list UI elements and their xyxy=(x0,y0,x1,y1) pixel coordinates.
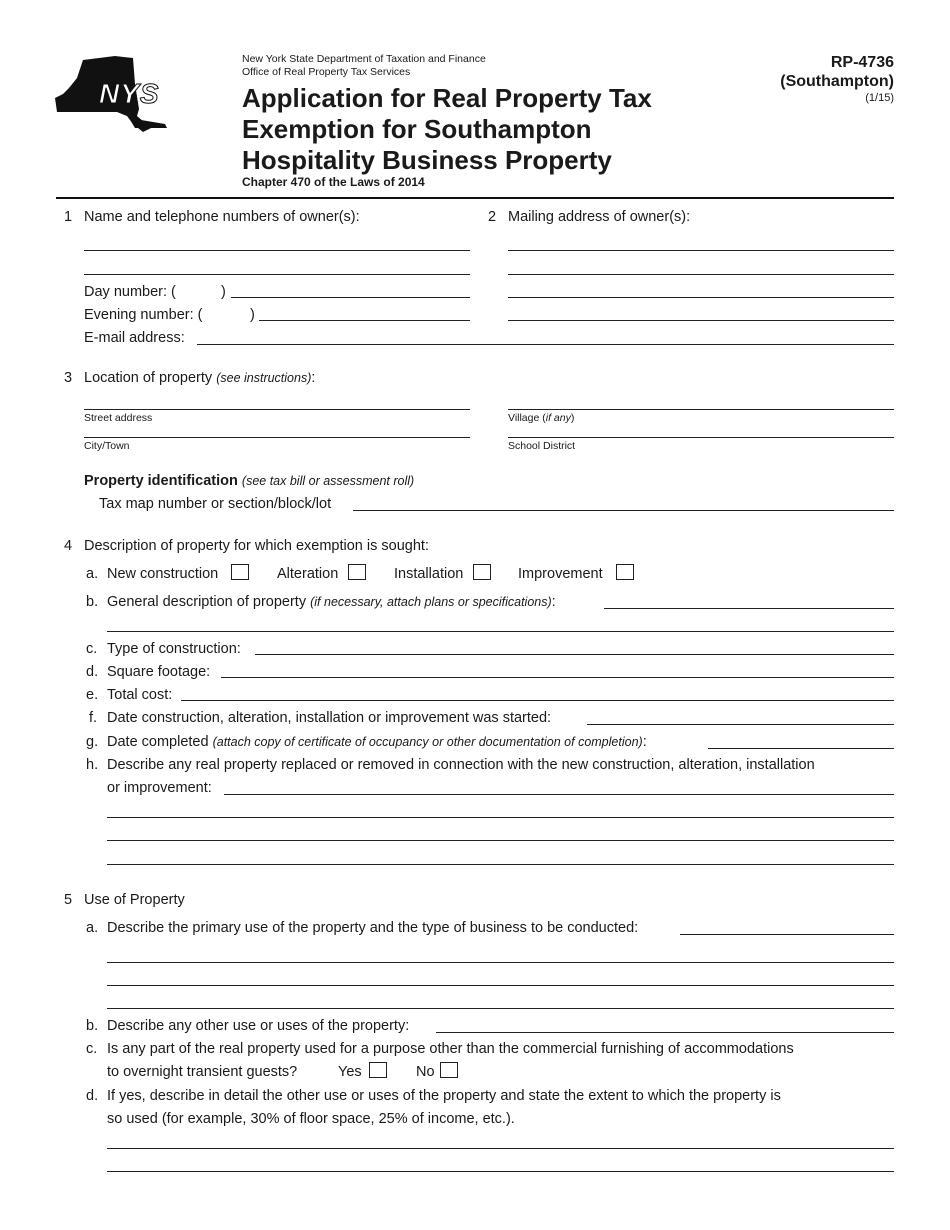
general-description-field-2[interactable] xyxy=(107,631,894,632)
date-completed-field[interactable] xyxy=(708,748,894,749)
general-description-note: (if necessary, attach plans or specifications) xyxy=(310,595,552,609)
replaced-property-field-4[interactable] xyxy=(107,864,894,865)
primary-use-field-4[interactable] xyxy=(107,1008,894,1009)
day-number-label: Day number: ( xyxy=(84,284,176,300)
evening-number-field[interactable] xyxy=(259,320,470,321)
mailing-address-line-2[interactable] xyxy=(508,274,894,275)
form-title-line-2: Exemption for Southampton xyxy=(242,114,592,144)
section-5-label: Use of Property xyxy=(84,892,185,908)
item-4e-letter: e. xyxy=(86,687,99,703)
property-identification-heading xyxy=(84,473,414,490)
no-checkbox[interactable] xyxy=(440,1062,458,1078)
other-use-detail-field-2[interactable] xyxy=(107,1171,894,1172)
section-2-label: Mailing address of owner(s): xyxy=(508,209,691,225)
replaced-property-field-2[interactable] xyxy=(107,817,894,818)
section-3-note: (see instructions) xyxy=(216,371,312,385)
item-4b-letter: b. xyxy=(86,594,99,610)
item-5a-letter: a. xyxy=(86,920,99,936)
general-description-field-1[interactable] xyxy=(604,608,894,609)
agency-line-1: New York State Department of Taxation and Finance xyxy=(242,53,486,65)
primary-use-field-3[interactable] xyxy=(107,985,894,986)
other-use-detail-field-1[interactable] xyxy=(107,1148,894,1149)
replaced-property-line-1: Describe any real property replaced or removed in connection with the new construction, alteration, installation xyxy=(107,757,815,773)
primary-use-field-1[interactable] xyxy=(680,934,894,935)
improvement-label: Improvement xyxy=(518,566,603,582)
other-use-field[interactable] xyxy=(436,1032,894,1033)
section-3-label xyxy=(84,370,315,387)
property-identification-label: Property identification xyxy=(84,473,238,489)
new-construction-label: New construction xyxy=(107,566,219,582)
item-4h-letter: h. xyxy=(86,757,99,773)
city-town-caption: City/Town xyxy=(84,440,130,452)
section-4-label: Description of property for which exemption is sought: xyxy=(84,538,429,554)
no-label: No xyxy=(416,1064,435,1080)
form-number: RP-4736 xyxy=(830,54,894,71)
form-revision: (1/15) xyxy=(865,92,894,104)
item-4d-letter: d. xyxy=(86,664,99,680)
village-caption-close: ) xyxy=(570,412,575,424)
village-field[interactable] xyxy=(508,409,894,410)
replaced-property-field-1[interactable] xyxy=(224,794,894,795)
section-5-number: 5 xyxy=(64,892,73,908)
mailing-address-line-3[interactable] xyxy=(508,297,894,298)
day-number-paren: ) xyxy=(221,284,226,300)
date-started-label: Date construction, alteration, installation or improvement was started: xyxy=(107,710,552,726)
school-district-caption: School District xyxy=(508,440,576,452)
school-district-field[interactable] xyxy=(508,437,894,438)
tax-map-label: Tax map number or section/block/lot xyxy=(99,496,332,512)
mailing-address-line-1[interactable] xyxy=(508,250,894,251)
day-number-field[interactable] xyxy=(231,297,470,298)
general-description-label: General description of property xyxy=(107,594,307,610)
total-cost-field[interactable] xyxy=(181,700,894,701)
total-cost-label: Total cost: xyxy=(107,687,173,703)
agency-line-2: Office of Real Property Tax Services xyxy=(242,66,411,78)
section-3-number: 3 xyxy=(64,370,73,386)
mailing-address-line-4[interactable] xyxy=(508,320,894,321)
evening-number-paren: ) xyxy=(250,307,255,323)
tax-map-field[interactable] xyxy=(353,510,894,511)
date-started-field[interactable] xyxy=(587,724,894,725)
form-subtitle: Chapter 470 of the Laws of 2014 xyxy=(242,175,425,189)
installation-checkbox[interactable] xyxy=(473,564,491,580)
new-construction-checkbox[interactable] xyxy=(231,564,249,580)
property-identification-note: (see tax bill or assessment roll) xyxy=(241,474,415,488)
section-1-number: 1 xyxy=(64,209,73,225)
item-4a-letter: a. xyxy=(86,566,99,582)
other-purpose-question-line-1: Is any part of the real property used for a purpose other than the commercial furnishing of accommodations xyxy=(107,1041,794,1057)
item-4g-letter: g. xyxy=(86,734,99,750)
item-4g-label xyxy=(107,734,647,751)
alteration-label: Alteration xyxy=(277,566,339,582)
city-town-field[interactable] xyxy=(84,437,470,438)
item-5c-letter: c. xyxy=(86,1041,98,1057)
nys-logo xyxy=(55,54,170,140)
email-label: E-mail address: xyxy=(84,330,185,346)
email-field[interactable] xyxy=(197,344,894,345)
item-4b-label xyxy=(107,594,556,611)
alteration-checkbox[interactable] xyxy=(348,564,366,580)
other-use-label: Describe any other use or uses of the property: xyxy=(107,1018,410,1034)
item-4f-letter: f. xyxy=(89,710,98,726)
form-title-line-3: Hospitality Business Property xyxy=(242,145,612,175)
form-title-line-1: Application for Real Property Tax xyxy=(242,83,652,113)
item-5b-letter: b. xyxy=(86,1018,99,1034)
section-4-number: 4 xyxy=(64,538,73,554)
logo-text: NYS xyxy=(99,78,160,109)
owner-name-line-1[interactable] xyxy=(84,250,470,251)
section-1-label: Name and telephone numbers of owner(s): xyxy=(84,209,360,225)
improvement-checkbox[interactable] xyxy=(616,564,634,580)
street-address-caption: Street address xyxy=(84,412,153,424)
header-divider xyxy=(56,197,894,199)
yes-checkbox[interactable] xyxy=(369,1062,387,1078)
installation-label: Installation xyxy=(394,566,464,582)
village-caption-note: if any xyxy=(545,412,571,424)
date-completed-colon: : xyxy=(642,734,647,750)
section-3-colon: : xyxy=(311,370,316,386)
street-address-field[interactable] xyxy=(84,409,470,410)
date-completed-note: (attach copy of certificate of occupancy or other documentation of completion) xyxy=(212,735,643,749)
square-footage-field[interactable] xyxy=(221,677,894,678)
form-variant: (Southampton) xyxy=(780,73,894,90)
section-2-number: 2 xyxy=(488,209,497,225)
village-caption-text: Village ( xyxy=(508,412,546,424)
replaced-property-line-2: or improvement: xyxy=(107,780,212,796)
square-footage-label: Square footage: xyxy=(107,664,211,680)
village-caption xyxy=(508,412,574,424)
other-purpose-question-line-2: to overnight transient guests? xyxy=(107,1064,298,1080)
owner-name-line-2[interactable] xyxy=(84,274,470,275)
evening-number-label: Evening number: ( xyxy=(84,307,203,323)
item-4c-letter: c. xyxy=(86,641,98,657)
other-use-detail-line-1: If yes, describe in detail the other use or uses of the property and state the extent to which the property is xyxy=(107,1088,781,1104)
other-use-detail-line-2: so used (for example, 30% of floor space, 25% of income, etc.). xyxy=(107,1111,515,1127)
replaced-property-field-3[interactable] xyxy=(107,840,894,841)
date-completed-label: Date completed xyxy=(107,734,209,750)
section-3-label-text: Location of property xyxy=(84,370,213,386)
item-5d-letter: d. xyxy=(86,1088,99,1104)
type-of-construction-field[interactable] xyxy=(255,654,894,655)
general-description-colon: : xyxy=(551,594,556,610)
type-of-construction-label: Type of construction: xyxy=(107,641,241,657)
yes-label: Yes xyxy=(338,1064,362,1080)
primary-use-field-2[interactable] xyxy=(107,962,894,963)
primary-use-label: Describe the primary use of the property and the type of business to be conducted: xyxy=(107,920,639,936)
